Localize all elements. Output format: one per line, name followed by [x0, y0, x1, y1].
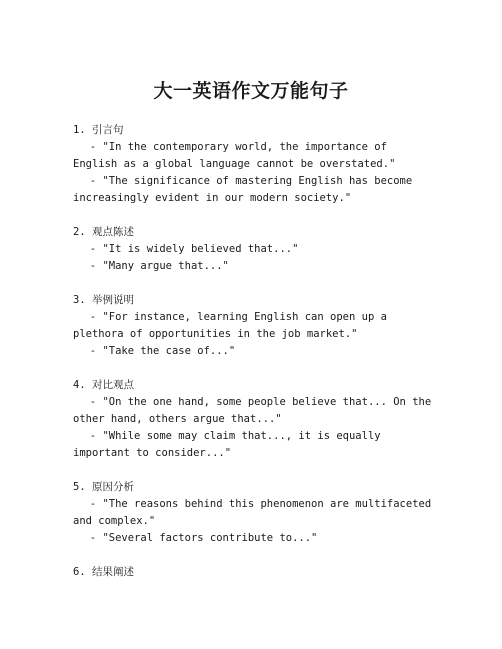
sentence-item: - "On the one hand, some people believe that... On the other hand, others argue that..." [73, 396, 432, 425]
sentence-item: - "It is widely believed that..." [89, 243, 299, 255]
section-viewpoint [73, 224, 433, 275]
sentence-item: - "In the contemporary world, the importance of English as a global language cannot be overstated." [73, 141, 396, 170]
section-heading: 3. 举例说明 [73, 294, 134, 306]
section-results [73, 564, 433, 581]
sentence-item: - "For instance, learning English can open up a plethora of opportunities in the job market." [73, 311, 387, 340]
section-heading: 6. 结果阐述 [73, 566, 134, 578]
section-heading: 2. 观点陈述 [73, 226, 134, 238]
sentence-item: - "While some may claim that..., it is equally important to consider..." [73, 430, 381, 459]
section-heading: 1. 引言句 [73, 124, 124, 136]
section-heading: 4. 对比观点 [73, 379, 134, 391]
sentence-item: - "The reasons behind this phenomenon are multifaceted and complex." [73, 498, 432, 527]
section-reasons [73, 479, 433, 547]
sentence-item: - "Many argue that..." [89, 260, 229, 272]
document-title: 大一英语作文万能句子 [153, 80, 349, 102]
section-examples [73, 292, 433, 360]
section-contrast [73, 377, 433, 462]
section-introduction [73, 122, 433, 207]
sentence-item: - "The significance of mastering English has become increasingly evident in our modern society." [73, 175, 413, 204]
sentence-item: - "Take the case of..." [89, 345, 236, 357]
document-body [73, 122, 433, 598]
section-heading: 5. 原因分析 [73, 481, 134, 493]
sentence-item: - "Several factors contribute to..." [89, 532, 318, 544]
